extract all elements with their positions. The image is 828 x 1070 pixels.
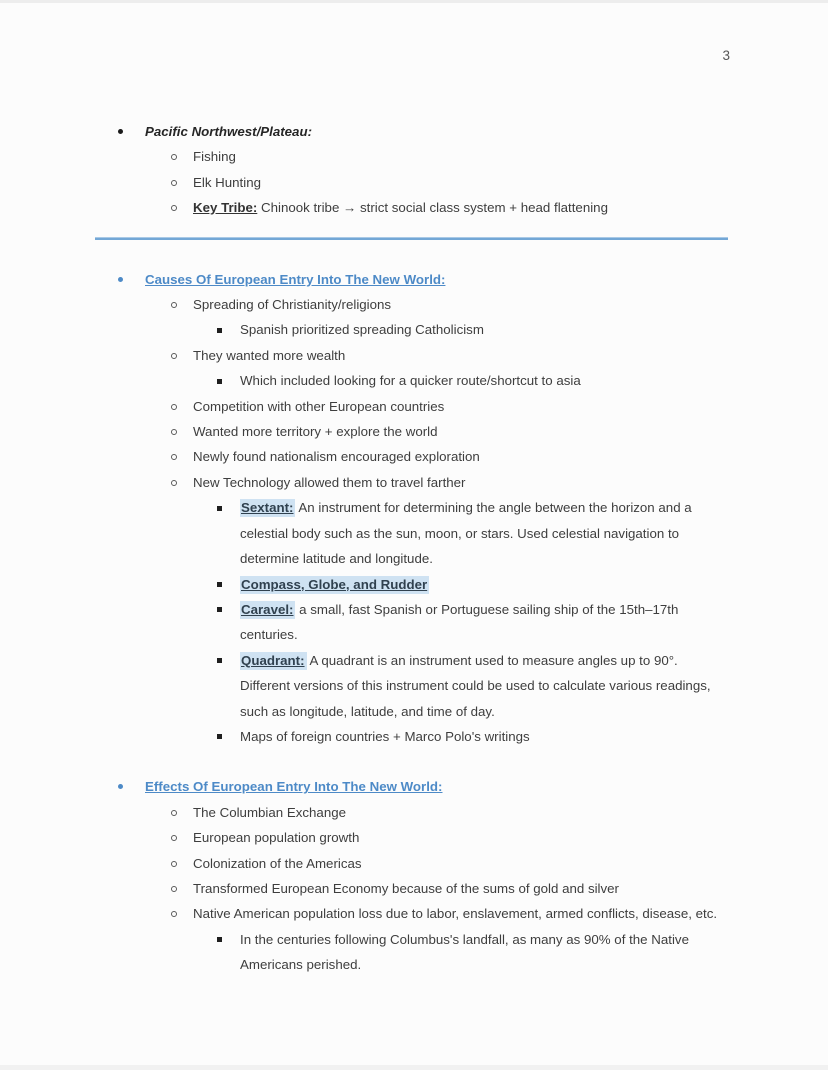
bullet-circle-icon: [171, 886, 177, 892]
section-heading-effects[interactable]: Effects Of European Entry Into The New World:: [145, 779, 443, 795]
bullet-circle-icon: [171, 861, 177, 867]
section-title-pacific: Pacific Northwest/Plateau:: [145, 124, 312, 139]
list-item: [95, 444, 728, 469]
document-content: [95, 119, 728, 978]
list-item-text: European population growth: [193, 830, 360, 846]
term-label-caravel: Caravel:: [241, 601, 294, 617]
term-label-compass: Compass, Globe, and Rudder: [241, 576, 428, 592]
bullet-circle-icon: [171, 154, 177, 160]
bullet-dot-icon: [118, 129, 123, 134]
list-item: [95, 876, 728, 901]
list-item: [95, 292, 728, 317]
list-item-text: Which included looking for a quicker route/shortcut to asia: [240, 373, 581, 389]
section-divider: [95, 237, 728, 240]
list-item: [95, 572, 728, 597]
bullet-circle-icon: [171, 353, 177, 359]
list-item-text: They wanted more wealth: [193, 347, 346, 363]
list-item: [95, 724, 728, 749]
list-item: [95, 368, 728, 393]
bullet-square-icon: [217, 658, 222, 663]
bullet-dot-icon: [118, 277, 123, 282]
bullet-dot-icon: [118, 784, 123, 789]
bullet-circle-icon: [171, 205, 177, 211]
bullet-circle-icon: [171, 911, 177, 917]
term-definition-sextant: An instrument for determining the angle between the horizon and a celestial body such as the sun, moon, or stars. Used celestial navigation to determine latitude and longitude.: [240, 500, 692, 567]
list-item-text: [240, 597, 728, 648]
bullet-circle-icon: [171, 810, 177, 816]
bullet-circle-icon: [171, 302, 177, 308]
key-tribe-text: Chinook tribe → strict social class system + head flattening: [257, 200, 608, 216]
list-item: [95, 470, 728, 495]
bullet-circle-icon: [171, 454, 177, 460]
list-item-text: Native American population loss due to labor, enslavement, armed conflicts, disease, etc.: [193, 906, 718, 922]
list-item-text: The Columbian Exchange: [193, 804, 347, 820]
list-item: [95, 800, 728, 825]
bullet-circle-icon: [171, 180, 177, 186]
bullet-circle-icon: [171, 404, 177, 410]
list-item-text: Elk Hunting: [193, 174, 261, 190]
list-item: [95, 144, 728, 169]
key-tribe-label: Key Tribe:: [193, 200, 258, 216]
page-top-edge: [0, 0, 828, 3]
list-item: [95, 901, 728, 926]
bullet-square-icon: [217, 582, 222, 587]
list-item: [95, 825, 728, 850]
list-item-text: [240, 648, 728, 724]
list-item-text: [193, 195, 728, 220]
list-item: [95, 119, 728, 144]
list-item-text: New Technology allowed them to travel farther: [193, 474, 466, 490]
list-item: [95, 495, 728, 571]
list-item: [95, 419, 728, 444]
list-item: [95, 927, 728, 978]
term-label-sextant: Sextant:: [241, 500, 294, 516]
list-item-text: Colonization of the Americas: [193, 855, 362, 871]
list-item-text: Spreading of Christianity/religions: [193, 297, 392, 313]
bullet-circle-icon: [171, 480, 177, 486]
term-definition-quadrant: A quadrant is an instrument used to measure angles up to 90°. Different versions of this instrument could be used to calculate various readings, such as longitude, latitude, and time of day.: [240, 652, 711, 719]
list-item-text: In the centuries following Columbus's landfall, as many as 90% of the Native Americans perished.: [240, 931, 689, 973]
list-item: [95, 774, 728, 799]
list-item: [95, 851, 728, 876]
list-item-text: Newly found nationalism encouraged exploration: [193, 449, 480, 465]
page-bottom-edge: [0, 1065, 828, 1070]
bullet-circle-icon: [171, 429, 177, 435]
bullet-square-icon: [217, 379, 222, 384]
list-item-text: Fishing: [193, 149, 236, 165]
list-item: [95, 317, 728, 342]
list-item-text: [240, 572, 728, 597]
bullet-square-icon: [217, 607, 222, 612]
list-item: [95, 267, 728, 292]
bullet-square-icon: [217, 328, 222, 333]
bullet-square-icon: [217, 734, 222, 739]
list-item: [95, 170, 728, 195]
list-item: [95, 195, 728, 220]
list-item-text: Maps of foreign countries + Marco Polo's writings: [240, 728, 530, 744]
bullet-square-icon: [217, 937, 222, 942]
term-definition-caravel: a small, fast Spanish or Portuguese sailing ship of the 15th–17th centuries.: [240, 601, 679, 643]
term-label-quadrant: Quadrant:: [241, 652, 305, 668]
list-item: [95, 597, 728, 648]
list-item-text: Competition with other European countries: [193, 398, 445, 414]
bullet-square-icon: [217, 506, 222, 511]
list-item-text: Wanted more territory + explore the world: [193, 424, 438, 440]
list-item: [95, 343, 728, 368]
list-item-text: [240, 495, 728, 571]
list-item-text: Spanish prioritized spreading Catholicism: [240, 322, 484, 338]
section-heading-causes[interactable]: Causes Of European Entry Into The New World:: [145, 271, 446, 287]
page-number: 3: [722, 48, 730, 63]
list-item: [95, 394, 728, 419]
list-item: [95, 648, 728, 724]
bullet-circle-icon: [171, 835, 177, 841]
list-item-text: Transformed European Economy because of the sums of gold and silver: [193, 880, 619, 896]
